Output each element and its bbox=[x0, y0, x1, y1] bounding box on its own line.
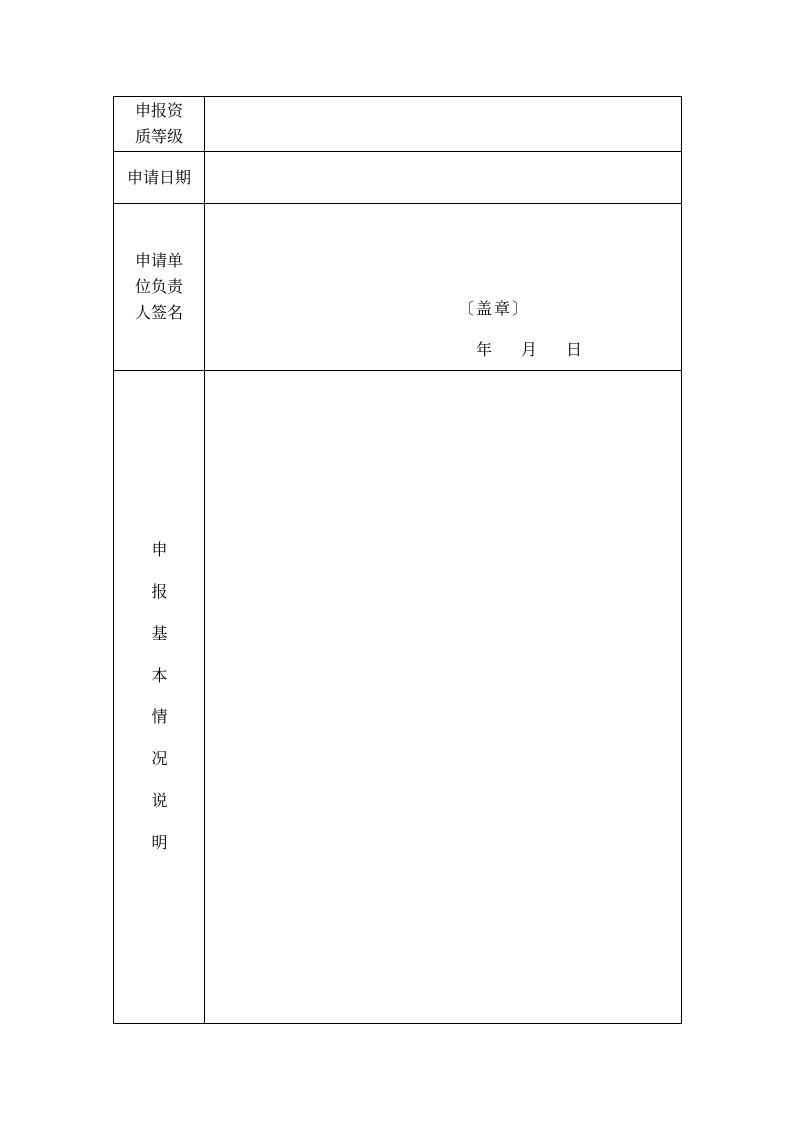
qualification-label: 申报资质等级 bbox=[135, 101, 184, 146]
label-char: 说 bbox=[151, 791, 168, 810]
month-label: 月 bbox=[521, 340, 538, 359]
qualification-value-cell[interactable] bbox=[205, 97, 681, 151]
label-char: 明 bbox=[151, 833, 168, 852]
application-date-label: 申请日期 bbox=[127, 167, 192, 187]
signature-row bbox=[114, 203, 681, 370]
year-label: 年 bbox=[476, 340, 493, 359]
application-date-label-cell bbox=[114, 152, 205, 203]
label-char: 情 bbox=[151, 707, 168, 726]
label-char: 报 bbox=[151, 582, 168, 601]
basic-info-description-row bbox=[114, 370, 681, 1023]
qualification-row bbox=[114, 97, 681, 151]
signature-label: 申请单位负责人签名 bbox=[135, 251, 184, 322]
basic-info-description-label bbox=[114, 371, 205, 1023]
label-char: 本 bbox=[151, 666, 168, 685]
signature-label-cell bbox=[114, 204, 205, 370]
application-date-row bbox=[114, 151, 681, 203]
basic-info-description-value-cell[interactable] bbox=[205, 371, 681, 1023]
signature-date-line bbox=[476, 337, 582, 360]
day-label: 日 bbox=[566, 340, 583, 359]
label-char: 申 bbox=[151, 540, 168, 559]
qualification-label-cell bbox=[114, 97, 205, 151]
application-form-table bbox=[113, 96, 682, 1024]
signature-value-cell[interactable] bbox=[205, 204, 681, 370]
application-date-value-cell[interactable] bbox=[205, 152, 681, 203]
label-char: 况 bbox=[151, 749, 168, 768]
seal-note: 〔盖章〕 bbox=[458, 299, 531, 318]
label-char: 基 bbox=[151, 624, 168, 643]
